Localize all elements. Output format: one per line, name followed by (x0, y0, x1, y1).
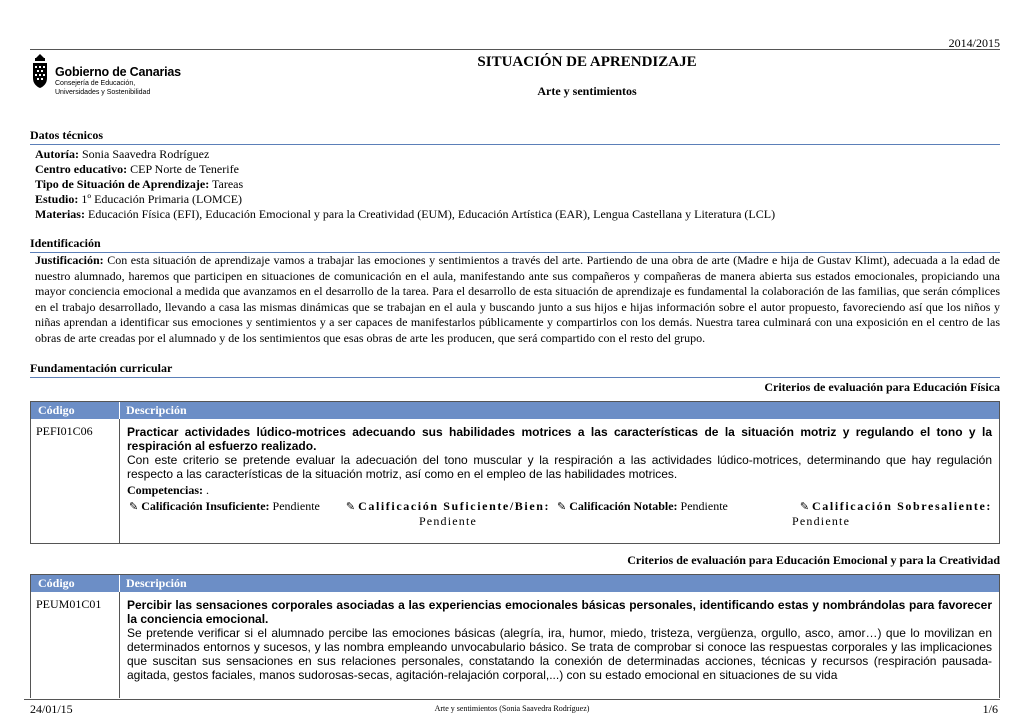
pencil-icon: ✎ (799, 501, 810, 513)
criteria-table-efi (30, 401, 1000, 544)
datos-item-tipo: Tipo de Situación de Aprendizaje: Tareas (35, 177, 244, 191)
pencil-icon: ✎ (345, 501, 356, 513)
logo-name: Gobierno de Canarias (55, 65, 181, 79)
document-title: SITUACIÓN DE APRENDIZAJE (477, 54, 697, 70)
section-identificacion: Identificación (30, 236, 1000, 253)
criterion-description (120, 592, 999, 698)
datos-item-centro: Centro educativo: CEP Norte de Tenerife (35, 162, 239, 176)
criterion-code: PEUM01C01 (31, 592, 120, 698)
logo-subtitle-2: Universidades y Sostenibilidad (55, 88, 151, 96)
page-number: 1/6 (982, 702, 998, 716)
section-fundamentacion: Fundamentación curricular (30, 361, 1000, 378)
calif-insuficiente: ✎ Calificación Insuficiente: Pendiente (129, 499, 320, 513)
table-row (31, 592, 999, 698)
criterion-text: Se pretende verificar si el alumnado percibe las emociones básicas (alegría, ira, humor, miedo, tristeza, vergüenza, orgullo, asco, amor…) que lo movilizan en determinados entornos y sucesos, y las nombra empleando unvocabulario básico. Se trata de comprobar si conoce las respuestas corporales y las implicaciones que suscitan sus sensaciones en sus relaciones personales, constatando la conexión de determinadas acciones, técnicas y recursos (respiración pausada-agitada, gestos faciales, manos sudorosas-secas, agitación-relajación corporal,...) con su estado emocional en situaciones de su vida (127, 626, 992, 682)
criteria-heading-eum: Criterios de evaluación para Educación Emocional y para la Creatividad (627, 553, 1000, 567)
criteria-table-eum (30, 574, 1000, 698)
col-codigo: Código (31, 575, 120, 592)
footer-date: 24/01/15 (30, 702, 73, 716)
col-descripcion: Descripción (126, 576, 187, 590)
logo-subtitle-1: Consejería de Educación, (55, 79, 136, 87)
criterion-title: Practicar actividades lúdico-motrices adecuando sus habilidades motrices a las características de la situación motriz y regulando el tono y la respiración al esfuerzo realizado. (127, 425, 992, 453)
criterion-code: PEFI01C06 (31, 419, 120, 543)
competencias: Competencias: . (127, 483, 209, 497)
criterion-title: Percibir las sensaciones corporales asociadas a las experiencias emocionales básicas personales, identificando estas y nombrándolas para favorecer la conciencia emocional. (127, 598, 992, 626)
calif-notable: ✎ Calificación Notable: Pendiente (557, 499, 728, 513)
pencil-icon: ✎ (129, 501, 139, 513)
datos-item-estudio: Estudio: 1º Educación Primaria (LOMCE) (35, 192, 243, 206)
col-codigo: Código (31, 402, 120, 419)
section-datos-tecnicos: Datos técnicos (30, 128, 1000, 145)
table-row (31, 419, 999, 543)
datos-list (35, 147, 775, 222)
bottom-rule (24, 699, 1000, 700)
top-rule (30, 49, 1000, 50)
calif-suficiente: ✎ Calificación Suficiente/Bien: Pendiente (345, 499, 551, 528)
calif-sobresaliente: ✎ Calificación Sobresaliente: Pendiente (792, 499, 992, 528)
criterion-text: Con este criterio se pretende evaluar la adecuación del tono muscular y la respiración a las actividades lúdico-motrices, determinando que hay regulación respecto a las características de la situación motriz, así como en el empleo de las habilidades motrices. (127, 453, 992, 481)
school-year: 2014/2015 (948, 36, 1000, 50)
datos-item-autoria: Autoría: Sonia Saavedra Rodríguez (35, 147, 210, 161)
pencil-icon: ✎ (557, 501, 567, 513)
criterion-description (120, 419, 999, 543)
justificacion-paragraph: Justificación: Con esta situación de aprendizaje vamos a trabajar las emociones y sentimientos a través del arte. Partiendo de una obra de arte (Madre e hija de Gustav Klimt), adecuada a la edad de nuestro alumnado, haremos que participen en situaciones de comunicación en el aula, manifestando ante sus compañeros y compañeras de manera abierta sus estados emocionales, propiciando una mayor conciencia emocional a medida que avanzamos en el desarrollo de la tarea. Para el desarrollo de esta situación de aprendizaje es fundamental la colaboración de las familias, que serán cómplices en el trabajo desarrollado, llevando a casa las mismas dinámicas que se trabajan en el aula y buscando junto a sus hijos e hijas información sobre el autor propuesto, favoreciendo así que los niños y niñas aprendan a identificar sus emociones y sentimientos y a ser capaces de manifestarlos públicamente y compartirlos con los demás. Nuestra tarea culminará con una exposición en el centro de las obras de arte creadas por el alumnado y de los sentimientos que esas obras de arte les producen, que será compartido con el resto del grupo. (35, 253, 1000, 345)
datos-item-materias: Materias: Educación Física (EFI), Educación Emocional y para la Creatividad (EUM), Educación Artística (EAR), Lengua Castellana y Literatura (LCL) (35, 207, 776, 221)
document-subtitle: Arte y sentimientos (537, 84, 637, 98)
footer-title: Arte y sentimientos (Sonia Saavedra Rodríguez) (434, 704, 590, 713)
table-header (31, 575, 999, 592)
col-descripcion: Descripción (126, 403, 187, 417)
calificaciones (127, 499, 992, 528)
criteria-heading-efi: Criterios de evaluación para Educación Física (764, 380, 1000, 394)
table-header (31, 402, 999, 419)
